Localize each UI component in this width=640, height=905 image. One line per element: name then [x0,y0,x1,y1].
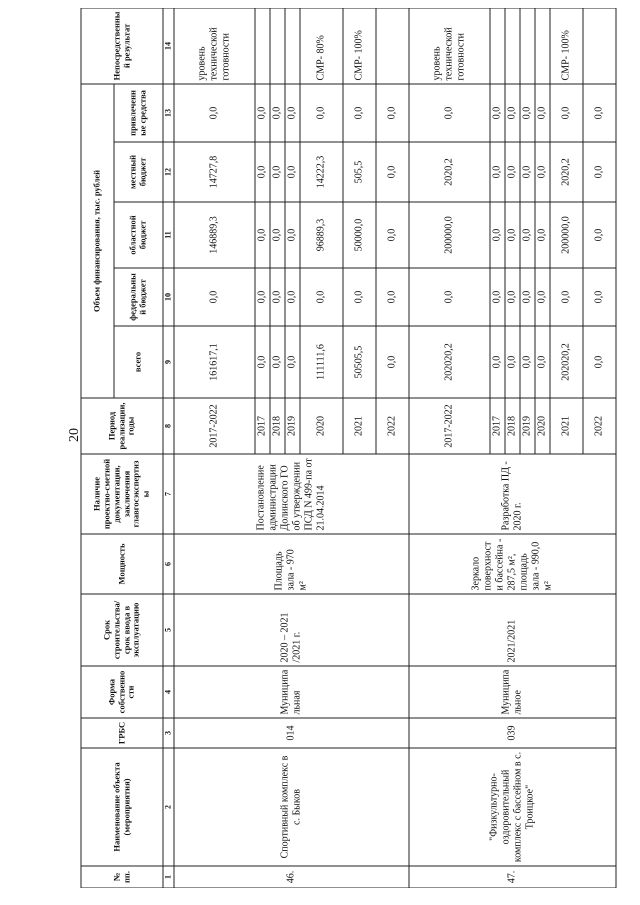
local-cell: 505,5 [343,142,376,202]
result-cell [583,8,616,83]
total-cell: 202020,2 [550,326,583,398]
header-local: местный бюджет [114,142,163,202]
local-cell: 14222,3 [300,142,343,202]
header-total: всего [114,326,163,398]
federal-cell: 0,0 [550,268,583,326]
local-cell: 0,0 [505,142,520,202]
federal-cell: 0,0 [490,268,505,326]
period-cell: 2017-2022 [174,398,255,454]
federal-cell: 0,0 [409,268,490,326]
total-cell: 0,0 [285,326,300,398]
column-number: 1 [163,866,174,888]
total-cell: 50505,5 [343,326,376,398]
regional-cell: 96889,3 [300,202,343,268]
regional-cell: 200000,0 [409,202,490,268]
header-period: Период реализации, годы [81,398,163,454]
column-number: 9 [163,326,174,398]
federal-cell: 0,0 [505,268,520,326]
attracted-cell: 0,0 [376,83,409,141]
header-ownership: Форма собственности [81,666,163,718]
result-cell [376,8,409,83]
local-cell: 0,0 [520,142,535,202]
attracted-cell: 0,0 [270,83,285,141]
regional-cell: 50000,0 [343,202,376,268]
regional-cell: 0,0 [520,202,535,268]
period-cell: 2018 [270,398,285,454]
period-cell: 2021 [343,398,376,454]
header-term: Срок строительства/срок ввода в эксплуатацию [81,594,163,666]
federal-cell: 0,0 [270,268,285,326]
header-result: Непосредственный результат [81,8,163,83]
result-cell [535,8,550,83]
column-number: 12 [163,142,174,202]
local-cell: 2020,2 [550,142,583,202]
attracted-cell: 0,0 [285,83,300,141]
result-cell: СМР- 80% [300,8,343,83]
column-number: 11 [163,202,174,268]
object-ownership: Муниципальная [174,666,409,718]
column-number: 2 [163,748,174,866]
regional-cell: 0,0 [285,202,300,268]
federal-cell: 0,0 [285,268,300,326]
result-cell [520,8,535,83]
federal-cell: 0,0 [343,268,376,326]
period-cell: 2017 [255,398,270,454]
header-funding: Объем финансирования, тыс. рублей [81,83,114,397]
period-cell: 2019 [520,398,535,454]
column-number: 10 [163,268,174,326]
column-number: 7 [163,454,174,534]
header-attracted: привлеченные средства [114,83,163,141]
header-regional: областной бюджет [114,202,163,268]
header-federal: федеральный бюджет [114,268,163,326]
attracted-cell: 0,0 [255,83,270,141]
federal-cell: 0,0 [376,268,409,326]
regional-cell: 0,0 [505,202,520,268]
object-grbs: 014 [174,718,409,748]
period-cell: 2017-2022 [409,398,490,454]
result-cell: уровень технической готовности [409,8,490,83]
total-cell: 0,0 [520,326,535,398]
local-cell: 0,0 [270,142,285,202]
federal-cell: 0,0 [520,268,535,326]
table-container [80,8,635,888]
federal-cell: 0,0 [174,268,255,326]
header-docs: Наличие проектно-сметной документации, заключения главгосэкспертизы [81,454,163,534]
object-capacity: Площадь зала - 970 м² [174,534,409,594]
regional-cell: 0,0 [270,202,285,268]
object-term: 2020 – 2021 /2021 г. [174,594,409,666]
period-cell: 2020 [300,398,343,454]
total-cell: 0,0 [270,326,285,398]
local-cell: 0,0 [535,142,550,202]
total-cell: 111111,6 [300,326,343,398]
column-number-row [163,8,174,888]
total-cell: 0,0 [505,326,520,398]
regional-cell: 0,0 [255,202,270,268]
regional-cell: 0,0 [535,202,550,268]
period-cell: 2018 [505,398,520,454]
column-number: 13 [163,83,174,141]
total-cell: 0,0 [255,326,270,398]
local-cell: 0,0 [285,142,300,202]
attracted-cell: 0,0 [535,83,550,141]
regional-cell: 146889,3 [174,202,255,268]
column-number: 6 [163,534,174,594]
period-cell: 2019 [285,398,300,454]
local-cell: 2020,2 [409,142,490,202]
funding-table [80,8,616,888]
header-capacity: Мощность [81,534,163,594]
object-capacity: Зеркало поверхности бассейна - 287,5 м², площадь зала - 990,0 м² [409,534,616,594]
period-cell: 2022 [583,398,616,454]
total-cell: 0,0 [583,326,616,398]
table-row [409,8,490,888]
result-cell: СМР- 100% [343,8,376,83]
regional-cell: 0,0 [583,202,616,268]
column-number: 5 [163,594,174,666]
object-docs: Постановление администрации Долинского ГО об утверждении ПСД N 499-па от 21.04.2014 [174,454,409,534]
period-cell: 2020 [535,398,550,454]
result-cell: уровень технической готовности [174,8,255,83]
federal-cell: 0,0 [583,268,616,326]
attracted-cell: 0,0 [300,83,343,141]
result-cell [255,8,270,83]
column-number: 3 [163,718,174,748]
object-num: 47. [409,866,616,888]
regional-cell: 0,0 [376,202,409,268]
period-cell: 2017 [490,398,505,454]
attracted-cell: 0,0 [583,83,616,141]
local-cell: 0,0 [376,142,409,202]
object-num: 46. [174,866,409,888]
local-cell: 0,0 [255,142,270,202]
local-cell: 14727,8 [174,142,255,202]
federal-cell: 0,0 [535,268,550,326]
attracted-cell: 0,0 [343,83,376,141]
table-row [174,8,255,888]
total-cell: 0,0 [490,326,505,398]
result-cell [285,8,300,83]
object-term: 2021/2021 [409,594,616,666]
regional-cell: 0,0 [490,202,505,268]
result-cell [505,8,520,83]
total-cell: 161617,1 [174,326,255,398]
local-cell: 0,0 [490,142,505,202]
attracted-cell: 0,0 [520,83,535,141]
object-name: Спортивный комплекс в с. Быков [174,748,409,866]
header-grbs: ГРБС [81,718,163,748]
local-cell: 0,0 [583,142,616,202]
object-docs: Разработка ПД - 2020 г. [409,454,616,534]
regional-cell: 200000,0 [550,202,583,268]
result-cell [270,8,285,83]
total-cell: 0,0 [535,326,550,398]
page-number: 20 [67,428,82,442]
column-number: 14 [163,8,174,83]
header-name: Наименование объекта (мероприятия) [81,748,163,866]
attracted-cell: 0,0 [174,83,255,141]
attracted-cell: 0,0 [505,83,520,141]
total-cell: 202020,2 [409,326,490,398]
attracted-cell: 0,0 [490,83,505,141]
federal-cell: 0,0 [300,268,343,326]
attracted-cell: 0,0 [550,83,583,141]
result-cell: СМР- 100% [550,8,583,83]
total-cell: 0,0 [376,326,409,398]
result-cell [490,8,505,83]
header-num: № пп. [81,866,163,888]
object-name: "Физкультурно-оздоровительный комплекс с бассейном в с. Троицкое" [409,748,616,866]
period-cell: 2021 [550,398,583,454]
period-cell: 2022 [376,398,409,454]
column-number: 8 [163,398,174,454]
attracted-cell: 0,0 [409,83,490,141]
rotated-table-frame [80,8,635,888]
object-ownership: Муниципальное [409,666,616,718]
federal-cell: 0,0 [255,268,270,326]
column-number: 4 [163,666,174,718]
object-grbs: 039 [409,718,616,748]
